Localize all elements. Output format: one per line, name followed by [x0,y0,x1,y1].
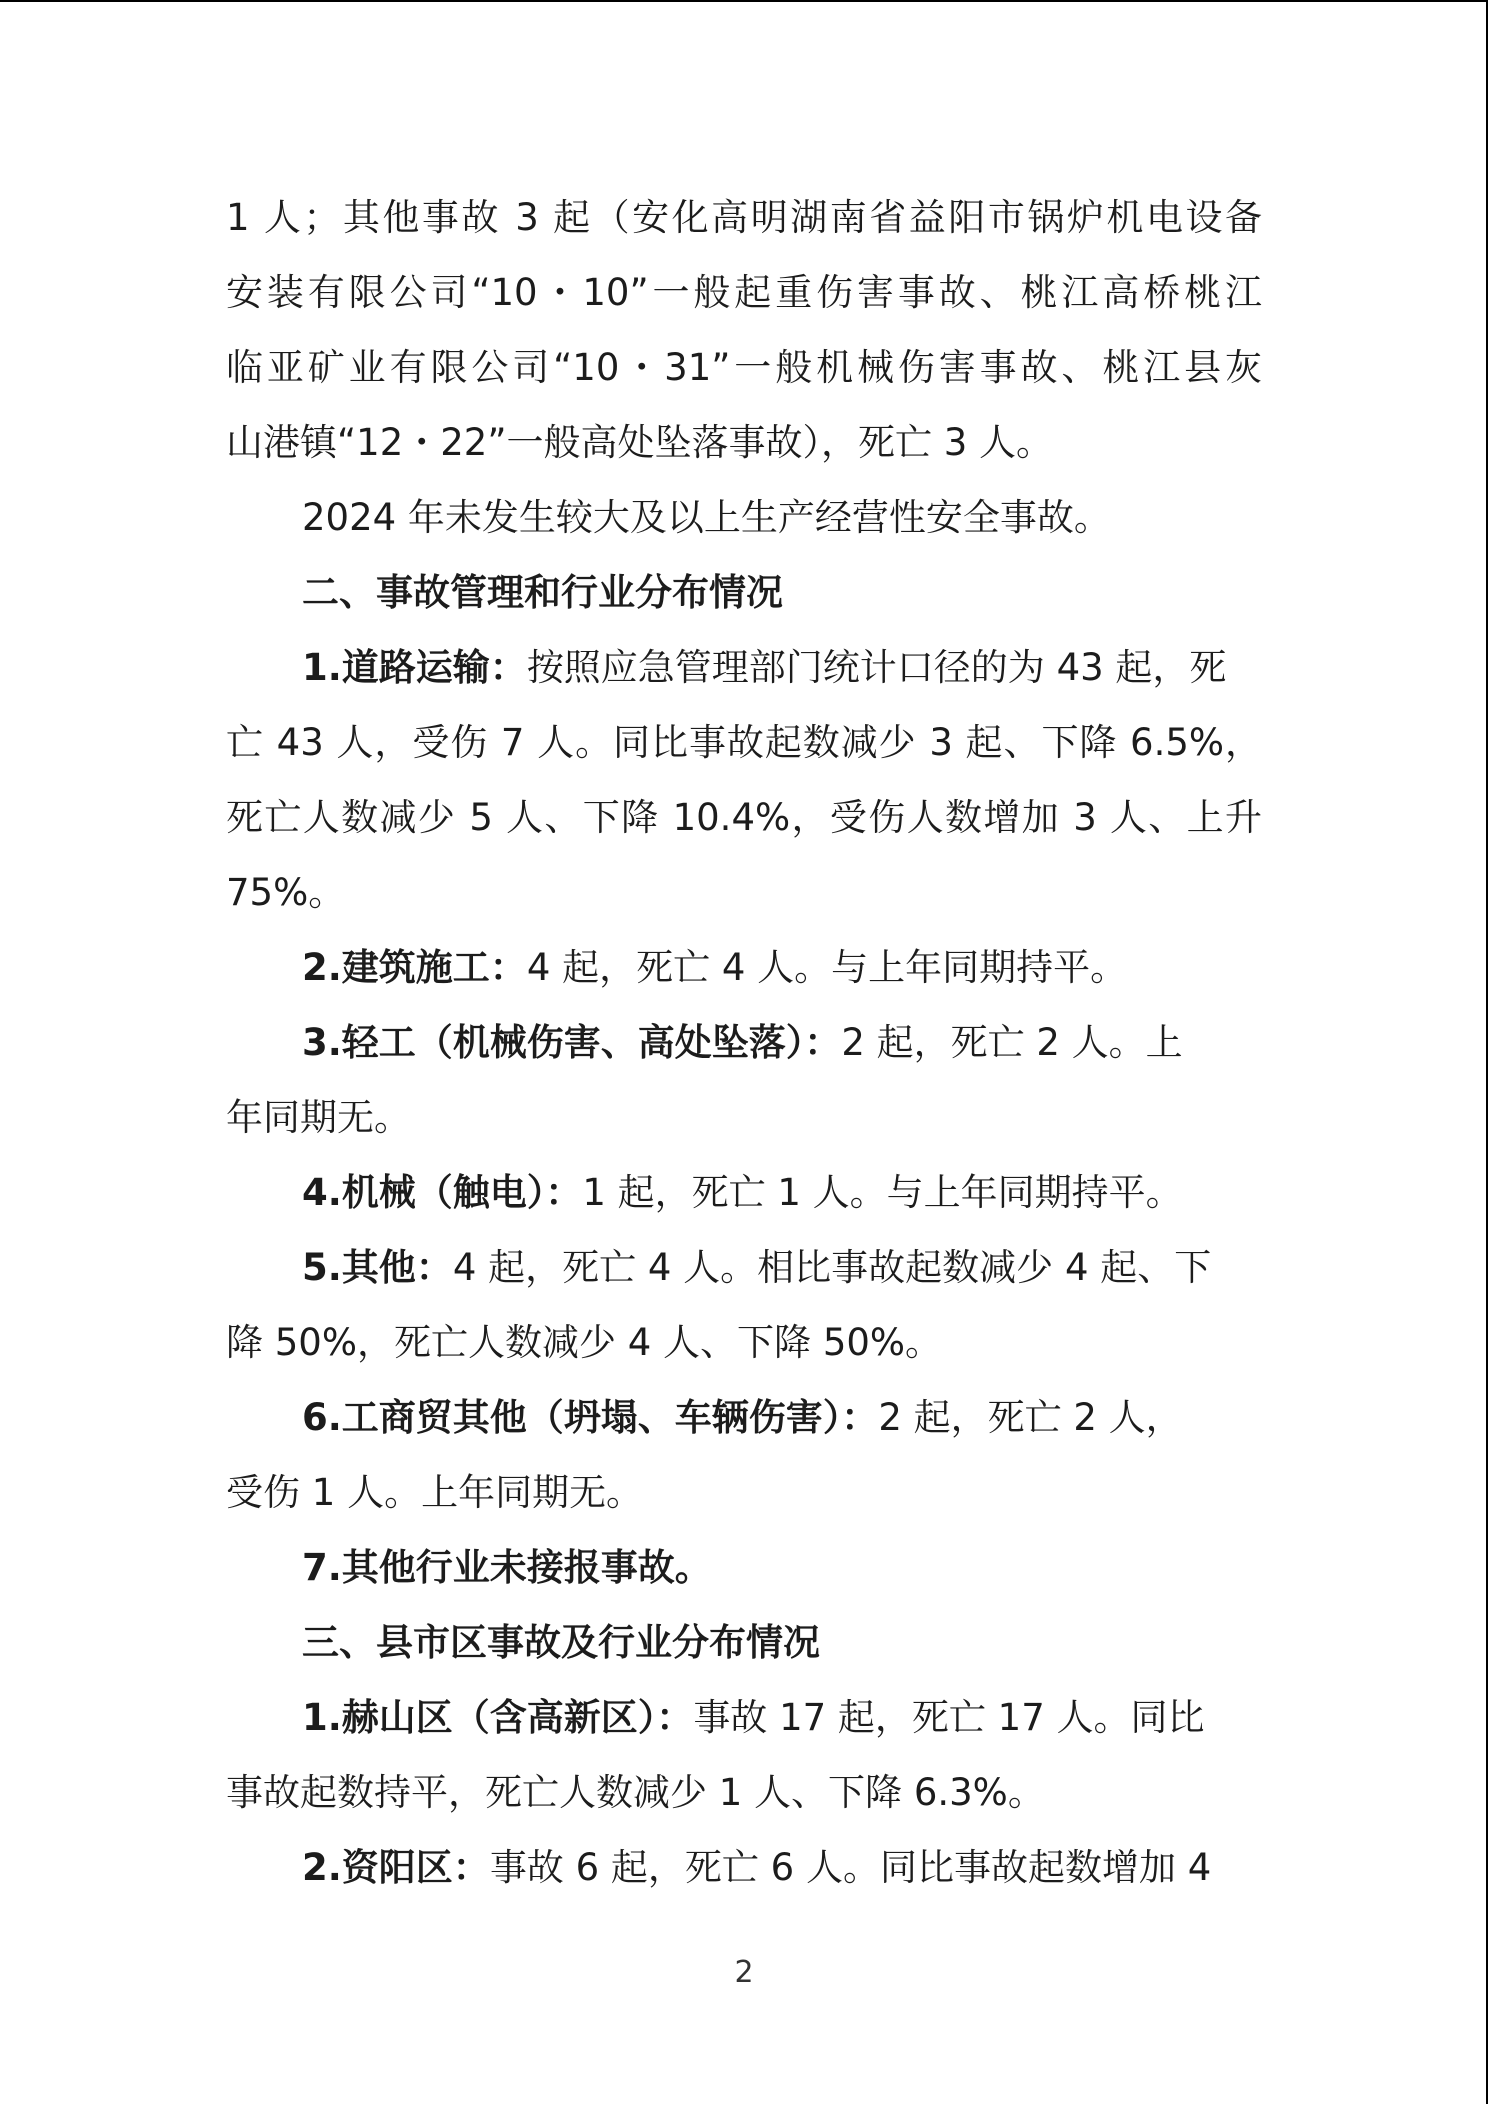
page-number: 2 [734,1955,754,1990]
paragraph-line: 死亡人数减少 5 人、下降 10.4%，受伤人数增加 3 人、上升 [226,796,1262,839]
paragraph-line: 75%。 [226,871,346,914]
industry-item-other [226,1230,1262,1305]
item-label: 5.其他： [302,1246,453,1289]
region-item-heshan [226,1680,1262,1755]
industry-item-construction [226,930,1262,1005]
industry-item-road-transport [226,630,1262,705]
paragraph-line: 事故起数持平，死亡人数减少 1 人、下降 6.3%。 [226,1771,1045,1814]
item-text: 4 起，死亡 4 人。与上年同期持平。 [526,946,1128,989]
item-label: 4.机械（触电）： [302,1171,583,1214]
item-text: 1 起，死亡 1 人。与上年同期持平。 [582,1171,1183,1214]
industry-item-trade-other [226,1380,1262,1455]
paragraph-line: 安装有限公司“10・10”一般起重伤害事故、桃江高桥桃江 [226,271,1262,314]
item-label: 1.赫山区（含高新区）： [302,1696,694,1739]
paragraph-line: 年同期无。 [226,1096,411,1139]
industry-item-machinery [226,1155,1262,1230]
paragraph-line: 受伤 1 人。上年同期无。 [226,1471,644,1514]
item-label: 1.道路运输： [302,646,527,689]
item-text: 事故 6 起，死亡 6 人。同比事故起数增加 4 [489,1846,1212,1889]
industry-item-light-industry [226,1005,1262,1080]
item-text: 2 起，死亡 2 人， [878,1396,1183,1439]
region-item-ziyang [226,1830,1262,1905]
item-text: 2 起，死亡 2 人。上 [841,1021,1183,1064]
paragraph-line: 1 人；其他事故 3 起（安化高明湖南省益阳市锅炉机电设备 [226,196,1262,239]
paragraph-line: 山港镇“12・22”一般高处坠落事故），死亡 3 人。 [226,421,1054,464]
item-label: 3.轻工（机械伤害、高处坠落）： [302,1021,842,1064]
document-body [226,180,1262,1905]
page-top-border [0,0,1488,2]
paragraph-line: 亡 43 人，受伤 7 人。同比事故起数减少 3 起、下降 6.5%， [226,721,1262,764]
item-label: 6.工商贸其他（坍塌、车辆伤害）： [302,1396,879,1439]
section-heading: 三、县市区事故及行业分布情况 [302,1621,820,1664]
section-heading: 二、事故管理和行业分布情况 [302,571,783,614]
item-text: 事故 17 起，死亡 17 人。同比 [693,1696,1205,1739]
item-text: 4 起，死亡 4 人。相比事故起数减少 4 起、下 [452,1246,1212,1289]
item-label: 2.资阳区： [302,1846,490,1889]
industry-item-none: 7.其他行业未接报事故。 [302,1546,712,1589]
paragraph-line: 降 50%，死亡人数减少 4 人、下降 50%。 [226,1321,943,1364]
item-label: 2.建筑施工： [302,946,527,989]
item-text: 按照应急管理部门统计口径的为 43 起，死 [526,646,1227,689]
summary-paragraph: 2024 年未发生较大及以上生产经营性安全事故。 [302,496,1111,539]
paragraph-line: 临亚矿业有限公司“10・31”一般机械伤害事故、桃江县灰 [226,346,1262,389]
